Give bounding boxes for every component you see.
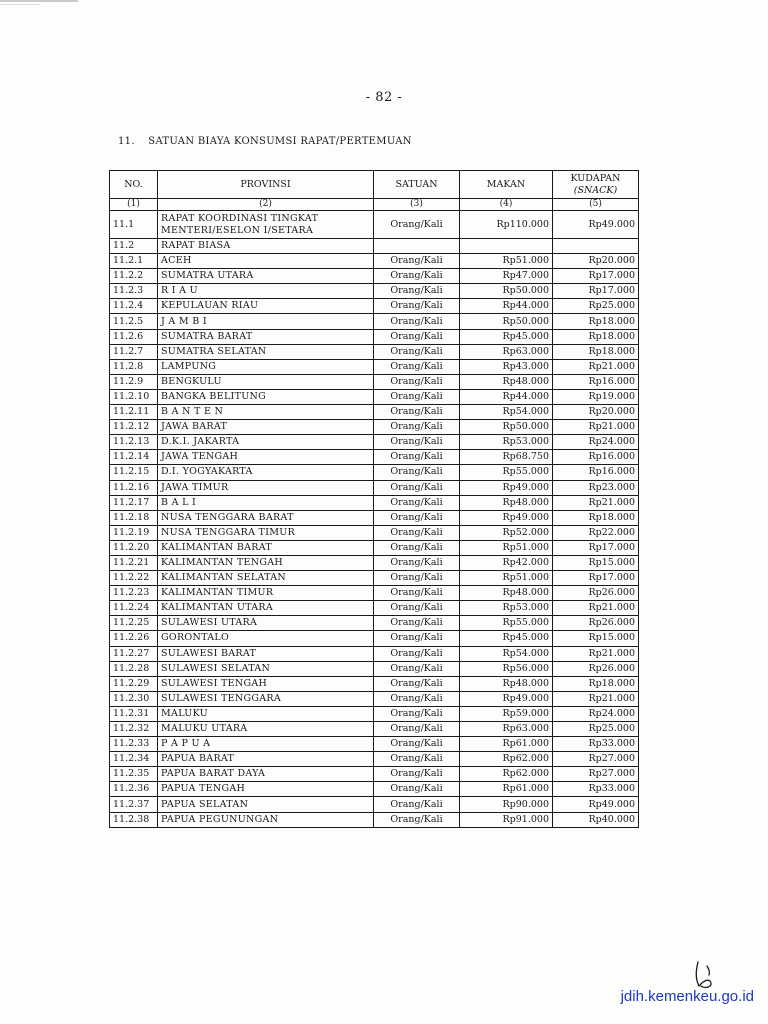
row-no: 11.2.13: [110, 435, 158, 450]
row-makan: Rp49.000: [460, 691, 553, 706]
row-provinsi: KALIMANTAN BARAT: [158, 540, 374, 555]
table-row: [110, 676, 639, 691]
row-no: 11.2.22: [110, 571, 158, 586]
header-no: NO.: [110, 171, 158, 199]
row-no: 11.2.31: [110, 706, 158, 721]
row-satuan: Orang/Kali: [374, 782, 460, 797]
row-makan: Rp50.000: [460, 284, 553, 299]
table-row: [110, 722, 639, 737]
row-no: 11.2.32: [110, 722, 158, 737]
table-row: [110, 314, 639, 329]
table-row: [110, 284, 639, 299]
row-no: 11.2.7: [110, 344, 158, 359]
row-satuan: Orang/Kali: [374, 540, 460, 555]
row-kudapan: Rp17.000: [553, 269, 639, 284]
row-kudapan: Rp40.000: [553, 812, 639, 827]
row-no: 11.2.8: [110, 359, 158, 374]
row-provinsi: KALIMANTAN UTARA: [158, 601, 374, 616]
row-makan: Rp54.000: [460, 405, 553, 420]
row-kudapan: Rp33.000: [553, 737, 639, 752]
row-satuan: Orang/Kali: [374, 299, 460, 314]
row-makan: Rp50.000: [460, 420, 553, 435]
index-cell: (4): [460, 199, 553, 211]
row-makan: Rp49.000: [460, 480, 553, 495]
header-satuan: SATUAN: [374, 171, 460, 199]
row-satuan: Orang/Kali: [374, 616, 460, 631]
row-no: 11.2.26: [110, 631, 158, 646]
row-satuan: Orang/Kali: [374, 706, 460, 721]
row-provinsi: B A L I: [158, 495, 374, 510]
row-no: 11.2.11: [110, 405, 158, 420]
row-no: 11.2.16: [110, 480, 158, 495]
row-provinsi: PAPUA BARAT: [158, 752, 374, 767]
header-kudapan: [553, 171, 639, 199]
table-row: [110, 631, 639, 646]
table-row: [110, 812, 639, 827]
row-provinsi-line2: MENTERI/ESELON I/SETARA: [161, 224, 314, 236]
row-kudapan: Rp49.000: [553, 797, 639, 812]
row-satuan: Orang/Kali: [374, 329, 460, 344]
row-kudapan: Rp19.000: [553, 389, 639, 404]
row-no: 11.2.19: [110, 525, 158, 540]
row-kudapan: Rp21.000: [553, 420, 639, 435]
row-provinsi: B A N T E N: [158, 405, 374, 420]
row-makan: Rp48.000: [460, 374, 553, 389]
row-no: 11.2.36: [110, 782, 158, 797]
row-satuan: Orang/Kali: [374, 450, 460, 465]
row-provinsi: P A P U A: [158, 737, 374, 752]
row-kudapan: Rp17.000: [553, 571, 639, 586]
row-satuan: Orang/Kali: [374, 344, 460, 359]
row-satuan: [374, 239, 460, 254]
row-no: 11.2.6: [110, 329, 158, 344]
table-row: [110, 450, 639, 465]
row-makan: Rp55.000: [460, 616, 553, 631]
table-row: [110, 691, 639, 706]
row-kudapan: Rp16.000: [553, 374, 639, 389]
table-row: [110, 299, 639, 314]
row-makan: Rp110.000: [460, 211, 553, 239]
row-makan: Rp61.000: [460, 782, 553, 797]
row-satuan: Orang/Kali: [374, 767, 460, 782]
row-satuan: Orang/Kali: [374, 812, 460, 827]
row-no: 11.2.4: [110, 299, 158, 314]
row-satuan: Orang/Kali: [374, 254, 460, 269]
row-provinsi: MALUKU UTARA: [158, 722, 374, 737]
table-row: [110, 782, 639, 797]
row-satuan: Orang/Kali: [374, 646, 460, 661]
row-makan: Rp56.000: [460, 661, 553, 676]
row-kudapan: Rp15.000: [553, 555, 639, 570]
table-row: [110, 389, 639, 404]
table-row: [110, 435, 639, 450]
table-body: [110, 211, 639, 828]
row-provinsi: [158, 211, 374, 239]
row-no: 11.2.18: [110, 510, 158, 525]
row-provinsi: KEPULAUAN RIAU: [158, 299, 374, 314]
row-satuan: Orang/Kali: [374, 555, 460, 570]
table-row: [110, 465, 639, 480]
row-kudapan: Rp17.000: [553, 284, 639, 299]
row-kudapan: Rp20.000: [553, 254, 639, 269]
row-kudapan: Rp22.000: [553, 525, 639, 540]
row-makan: Rp68.750: [460, 450, 553, 465]
row-kudapan: Rp18.000: [553, 510, 639, 525]
row-makan: Rp62.000: [460, 767, 553, 782]
row-satuan: Orang/Kali: [374, 495, 460, 510]
section-title: [118, 136, 412, 147]
row-makan: Rp59.000: [460, 706, 553, 721]
row-provinsi: D.I. YOGYAKARTA: [158, 465, 374, 480]
row-makan: Rp63.000: [460, 344, 553, 359]
row-makan: [460, 239, 553, 254]
page-number: - 82 -: [365, 90, 403, 105]
row-satuan: Orang/Kali: [374, 211, 460, 239]
row-makan: Rp49.000: [460, 510, 553, 525]
row-makan: Rp55.000: [460, 465, 553, 480]
table-row: [110, 405, 639, 420]
header-provinsi: PROVINSI: [158, 171, 374, 199]
scan-top-mark: [0, 0, 78, 2]
table-row: [110, 646, 639, 661]
row-no: 11.2.10: [110, 389, 158, 404]
initial-signature: [692, 960, 716, 990]
row-satuan: Orang/Kali: [374, 722, 460, 737]
row-makan: Rp51.000: [460, 571, 553, 586]
row-kudapan: Rp27.000: [553, 752, 639, 767]
row-makan: Rp45.000: [460, 329, 553, 344]
row-provinsi: SULAWESI UTARA: [158, 616, 374, 631]
row-satuan: Orang/Kali: [374, 435, 460, 450]
row-kudapan: Rp24.000: [553, 435, 639, 450]
row-no: 11.1: [110, 211, 158, 239]
table-row: [110, 480, 639, 495]
row-kudapan: Rp21.000: [553, 495, 639, 510]
row-kudapan: Rp25.000: [553, 299, 639, 314]
row-no: 11.2.17: [110, 495, 158, 510]
row-kudapan: Rp21.000: [553, 691, 639, 706]
row-no: 11.2.20: [110, 540, 158, 555]
row-no: 11.2.30: [110, 691, 158, 706]
header-makan: MAKAN: [460, 171, 553, 199]
row-kudapan: Rp26.000: [553, 616, 639, 631]
row-no: 11.2.27: [110, 646, 158, 661]
row-satuan: Orang/Kali: [374, 480, 460, 495]
row-makan: Rp48.000: [460, 495, 553, 510]
index-cell: (3): [374, 199, 460, 211]
row-provinsi: SUMATRA SELATAN: [158, 344, 374, 359]
table-row: [110, 344, 639, 359]
row-provinsi: SULAWESI TENGAH: [158, 676, 374, 691]
row-satuan: Orang/Kali: [374, 601, 460, 616]
row-no: 11.2.1: [110, 254, 158, 269]
row-makan: Rp52.000: [460, 525, 553, 540]
row-no: 11.2.29: [110, 676, 158, 691]
row-satuan: Orang/Kali: [374, 420, 460, 435]
row-provinsi: PAPUA PEGUNUNGAN: [158, 812, 374, 827]
row-no: 11.2.2: [110, 269, 158, 284]
row-makan: Rp47.000: [460, 269, 553, 284]
table-row: [110, 329, 639, 344]
row-provinsi: MALUKU: [158, 706, 374, 721]
row-no: 11.2.38: [110, 812, 158, 827]
row-provinsi: R I A U: [158, 284, 374, 299]
row-kudapan: Rp26.000: [553, 661, 639, 676]
row-no: 11.2.15: [110, 465, 158, 480]
section-title-text: SATUAN BIAYA KONSUMSI RAPAT/PERTEMUAN: [148, 136, 412, 147]
row-satuan: Orang/Kali: [374, 374, 460, 389]
row-provinsi: BANGKA BELITUNG: [158, 389, 374, 404]
row-provinsi: ACEH: [158, 254, 374, 269]
row-kudapan: Rp18.000: [553, 329, 639, 344]
table-row: [110, 359, 639, 374]
index-cell: (2): [158, 199, 374, 211]
table-row: [110, 752, 639, 767]
row-kudapan: Rp16.000: [553, 450, 639, 465]
row-kudapan: Rp26.000: [553, 586, 639, 601]
footer-link[interactable]: jdih.kemenkeu.go.id: [620, 988, 754, 1005]
row-kudapan: Rp21.000: [553, 646, 639, 661]
table-row: [110, 374, 639, 389]
table-header-row: [110, 171, 639, 199]
row-kudapan: Rp18.000: [553, 344, 639, 359]
row-kudapan: Rp49.000: [553, 211, 639, 239]
row-provinsi: JAWA TIMUR: [158, 480, 374, 495]
row-satuan: Orang/Kali: [374, 737, 460, 752]
row-no: 11.2.33: [110, 737, 158, 752]
row-provinsi: KALIMANTAN SELATAN: [158, 571, 374, 586]
row-no: 11.2.21: [110, 555, 158, 570]
row-no: 11.2.34: [110, 752, 158, 767]
row-satuan: Orang/Kali: [374, 510, 460, 525]
row-makan: Rp53.000: [460, 601, 553, 616]
row-kudapan: Rp21.000: [553, 359, 639, 374]
row-makan: Rp51.000: [460, 254, 553, 269]
row-kudapan: Rp20.000: [553, 405, 639, 420]
row-kudapan: Rp25.000: [553, 722, 639, 737]
row-provinsi: PAPUA SELATAN: [158, 797, 374, 812]
row-kudapan: [553, 239, 639, 254]
table-row: [110, 767, 639, 782]
row-provinsi: SULAWESI TENGGARA: [158, 691, 374, 706]
row-provinsi: KALIMANTAN TENGAH: [158, 555, 374, 570]
row-makan: Rp63.000: [460, 722, 553, 737]
row-makan: Rp53.000: [460, 435, 553, 450]
table-row: [110, 601, 639, 616]
table-row: [110, 495, 639, 510]
row-no: 11.2.9: [110, 374, 158, 389]
table-row: [110, 269, 639, 284]
row-satuan: Orang/Kali: [374, 284, 460, 299]
row-no: 11.2: [110, 239, 158, 254]
table-row: [110, 420, 639, 435]
index-cell: (5): [553, 199, 639, 211]
table-row: [110, 239, 639, 254]
row-kudapan: Rp23.000: [553, 480, 639, 495]
row-provinsi: J A M B I: [158, 314, 374, 329]
row-satuan: Orang/Kali: [374, 586, 460, 601]
table-row: [110, 586, 639, 601]
row-no: 11.2.24: [110, 601, 158, 616]
row-provinsi: SULAWESI BARAT: [158, 646, 374, 661]
row-no: 11.2.3: [110, 284, 158, 299]
row-satuan: Orang/Kali: [374, 676, 460, 691]
row-satuan: Orang/Kali: [374, 661, 460, 676]
row-kudapan: Rp16.000: [553, 465, 639, 480]
table-row: [110, 616, 639, 631]
header-kudapan-label: KUDAPAN: [570, 172, 621, 184]
row-provinsi-line1: RAPAT KOORDINASI TINGKAT: [161, 212, 319, 224]
row-no: 11.2.37: [110, 797, 158, 812]
row-kudapan: Rp27.000: [553, 767, 639, 782]
row-makan: Rp61.000: [460, 737, 553, 752]
row-satuan: Orang/Kali: [374, 465, 460, 480]
row-makan: Rp62.000: [460, 752, 553, 767]
row-makan: Rp45.000: [460, 631, 553, 646]
row-kudapan: Rp17.000: [553, 540, 639, 555]
row-provinsi: D.K.I. JAKARTA: [158, 435, 374, 450]
row-satuan: Orang/Kali: [374, 752, 460, 767]
row-kudapan: Rp24.000: [553, 706, 639, 721]
row-no: 11.2.12: [110, 420, 158, 435]
row-satuan: Orang/Kali: [374, 631, 460, 646]
row-provinsi: SUMATRA UTARA: [158, 269, 374, 284]
row-makan: Rp44.000: [460, 299, 553, 314]
row-satuan: Orang/Kali: [374, 571, 460, 586]
table-row: [110, 525, 639, 540]
row-no: 11.2.5: [110, 314, 158, 329]
row-makan: Rp91.000: [460, 812, 553, 827]
row-provinsi: JAWA BARAT: [158, 420, 374, 435]
header-snack-label: (SNACK): [573, 184, 618, 196]
row-provinsi: GORONTALO: [158, 631, 374, 646]
index-cell: (1): [110, 199, 158, 211]
table-row: [110, 540, 639, 555]
table-row: [110, 211, 639, 239]
row-provinsi: PAPUA BARAT DAYA: [158, 767, 374, 782]
row-satuan: Orang/Kali: [374, 359, 460, 374]
row-satuan: Orang/Kali: [374, 405, 460, 420]
row-provinsi: BENGKULU: [158, 374, 374, 389]
row-satuan: Orang/Kali: [374, 314, 460, 329]
scan-top-mark-2: [0, 4, 40, 5]
row-satuan: Orang/Kali: [374, 269, 460, 284]
row-kudapan: Rp15.000: [553, 631, 639, 646]
row-provinsi: SUMATRA BARAT: [158, 329, 374, 344]
row-no: 11.2.35: [110, 767, 158, 782]
row-provinsi: LAMPUNG: [158, 359, 374, 374]
row-no: 11.2.25: [110, 616, 158, 631]
cost-table: [109, 170, 639, 828]
row-satuan: Orang/Kali: [374, 389, 460, 404]
table-index-row: [110, 199, 639, 211]
row-makan: Rp48.000: [460, 676, 553, 691]
row-kudapan: Rp18.000: [553, 314, 639, 329]
section-number: 11.: [118, 136, 135, 147]
row-provinsi: NUSA TENGGARA BARAT: [158, 510, 374, 525]
row-makan: Rp48.000: [460, 586, 553, 601]
row-satuan: Orang/Kali: [374, 691, 460, 706]
row-provinsi: RAPAT BIASA: [158, 239, 374, 254]
row-provinsi: JAWA TENGAH: [158, 450, 374, 465]
row-kudapan: Rp18.000: [553, 676, 639, 691]
table-row: [110, 661, 639, 676]
row-makan: Rp50.000: [460, 314, 553, 329]
table-row: [110, 706, 639, 721]
row-provinsi: NUSA TENGGARA TIMUR: [158, 525, 374, 540]
row-makan: Rp43.000: [460, 359, 553, 374]
row-no: 11.2.23: [110, 586, 158, 601]
table-row: [110, 254, 639, 269]
table-row: [110, 737, 639, 752]
row-no: 11.2.14: [110, 450, 158, 465]
row-provinsi: KALIMANTAN TIMUR: [158, 586, 374, 601]
row-makan: Rp90.000: [460, 797, 553, 812]
table-row: [110, 797, 639, 812]
row-kudapan: Rp33.000: [553, 782, 639, 797]
row-satuan: Orang/Kali: [374, 797, 460, 812]
row-no: 11.2.28: [110, 661, 158, 676]
row-provinsi: PAPUA TENGAH: [158, 782, 374, 797]
row-provinsi: SULAWESI SELATAN: [158, 661, 374, 676]
row-makan: Rp42.000: [460, 555, 553, 570]
row-makan: Rp54.000: [460, 646, 553, 661]
row-satuan: Orang/Kali: [374, 525, 460, 540]
table-row: [110, 555, 639, 570]
table-row: [110, 571, 639, 586]
row-makan: Rp51.000: [460, 540, 553, 555]
table-row: [110, 510, 639, 525]
row-kudapan: Rp21.000: [553, 601, 639, 616]
row-makan: Rp44.000: [460, 389, 553, 404]
